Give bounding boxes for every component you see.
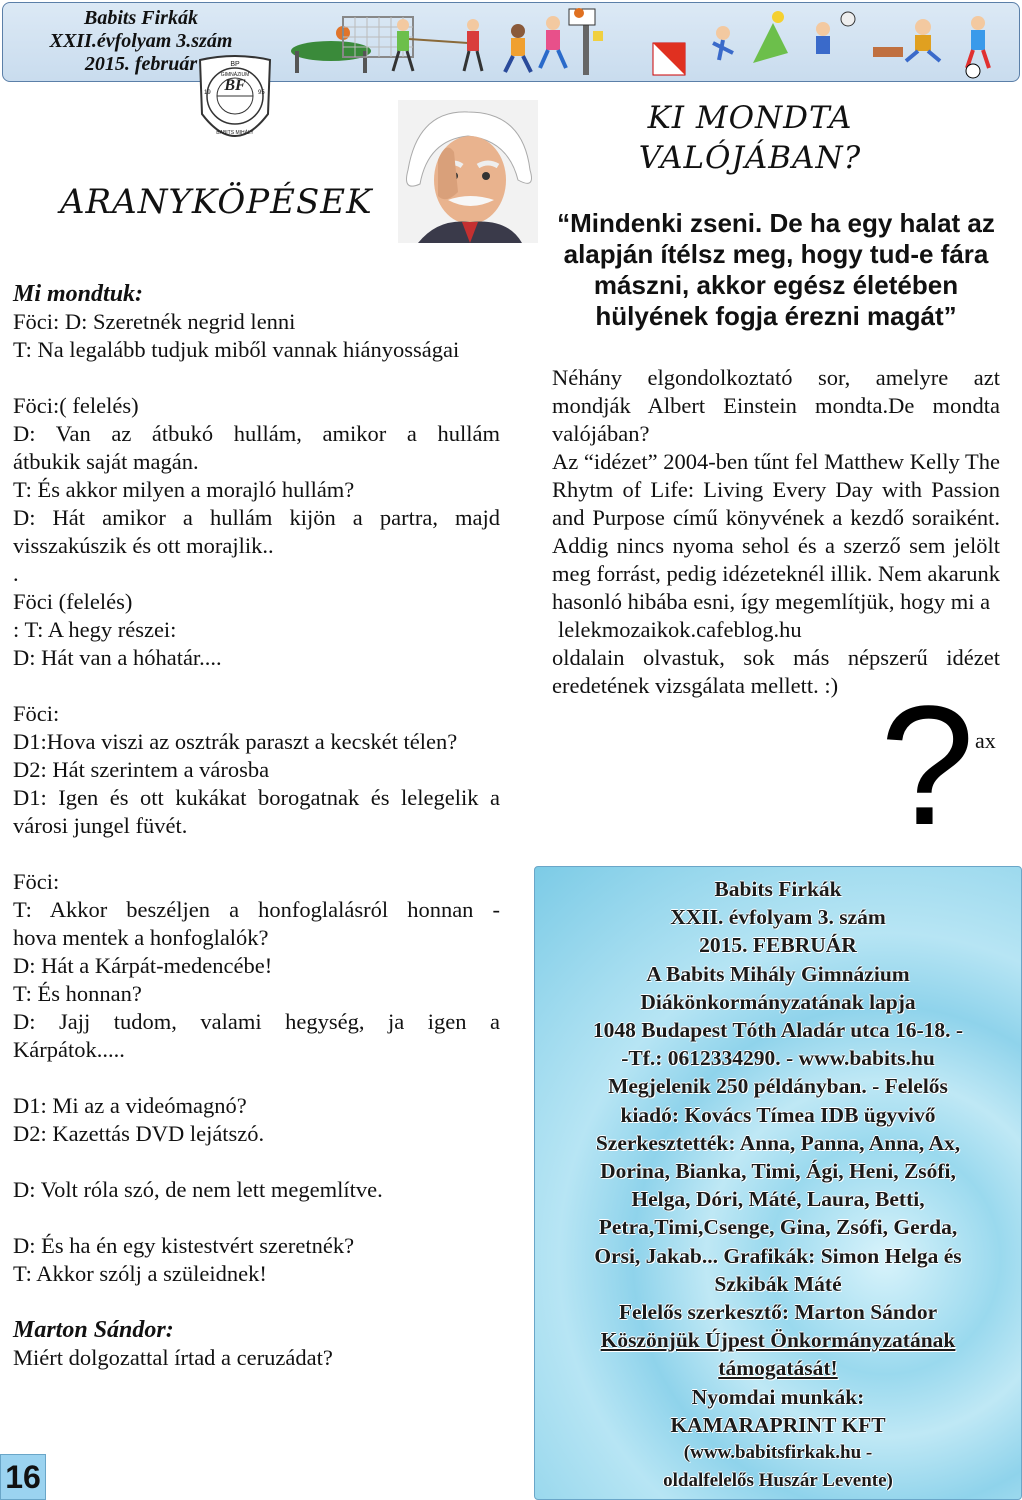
quote-line: D: Hát van a hóhatár.... xyxy=(13,645,222,670)
blank-line xyxy=(13,1148,500,1176)
source-url: lelekmozaikok.cafeblog.hu xyxy=(558,617,802,642)
quote-line: D: És ha én egy kistestvért szeretnék? xyxy=(13,1233,355,1258)
quote-line: . xyxy=(13,561,19,586)
colophon-line: Felelős szerkesztő: Marton Sándor xyxy=(618,1300,938,1325)
quote-line: T: Akkor beszéljen a honfoglalásról honnan - xyxy=(13,897,500,922)
title-line: KI MONDTA xyxy=(647,100,853,136)
page-number: 16 xyxy=(0,1454,46,1500)
title-line: VALÓJÁBAN? xyxy=(638,140,862,176)
quote-line: D: Hát a Kárpát-medencébe! xyxy=(13,953,273,978)
masthead-line: Babits Firkák xyxy=(84,7,198,29)
logo-bottom-text: BABITS MIHÁLY xyxy=(216,130,254,136)
quote-line: D: Hát amikor a hullám kijön a partra, majd xyxy=(13,505,500,530)
colophon-line: Szkibák Máté xyxy=(714,1271,842,1296)
quote-line: D2: Hát szerintem a városba xyxy=(13,757,270,782)
colophon-line: Petra,Timi,Csenge, Gina, Zsófi, Gerda, xyxy=(598,1215,958,1240)
colophon-line: Helga, Dóri, Máté, Laura, Betti, xyxy=(631,1187,925,1212)
quote-line: D1:Hova viszi az osztrák paraszt a kecskét télen? xyxy=(13,729,458,754)
colophon-line: XXII. évfolyam 3. szám xyxy=(670,905,886,930)
quote-line: D: Van az átbukó hullám, amikor a hullám xyxy=(13,421,500,446)
quote-line: Föci (felelés) xyxy=(13,589,133,614)
section-heading: Mi mondtuk: xyxy=(13,281,144,307)
school-logo xyxy=(190,54,280,154)
logo-ring-text: GIMNÁZIUM xyxy=(220,72,250,78)
ki-mondta-title xyxy=(560,98,940,178)
masthead-line: 2015. február xyxy=(84,53,198,75)
quote-line: átbukik saját magán. xyxy=(13,449,199,474)
quote-line: hova mentek a honfoglalók? xyxy=(13,925,269,950)
colophon-line: Szerkesztették: Anna, Panna, Anna, Ax, xyxy=(595,1130,961,1155)
article-paragraph: Az “idézet” 2004-ben tűnt fel Matthew Kelly The Rhytm of Life: Living Every Day with Passion and Purpose című könyvének a kezdő soraiként. Addig nincs nyoma sehol és a szerző sem jelölt meg forrást, pedig idézeteknél illik. Nem akarunk hasonló hibába esni, így megemlítjük, hogy mi a xyxy=(552,449,1000,614)
colophon-line: Orsi, Jakab... Grafikák: Simon Helga és xyxy=(594,1243,962,1268)
colophon-line: 2015. FEBRUÁR xyxy=(699,933,857,958)
quote-line: Föci: xyxy=(13,701,60,726)
logo-letter-b: BF xyxy=(224,77,246,94)
header-banner xyxy=(2,2,1020,82)
quote-line: D1: Igen és ott kukákat borogatnak és lelegelik a xyxy=(13,785,500,810)
colophon-line: A Babits Mihály Gimnázium xyxy=(646,961,910,986)
colophon-line: Megjelenik 250 példányban. - Felelős xyxy=(608,1074,948,1099)
quote-line: : T: A hegy részei: xyxy=(13,617,177,642)
question-mark-graphic: ? xyxy=(880,671,975,861)
article-paragraph: oldalain olvastuk, sok más népszerű idézet eredetének vizsgálata mellett. :) xyxy=(552,645,1000,698)
colophon-line: kiadó: Kovács Tímea IDB ügyvivő xyxy=(620,1102,936,1127)
colophon-line: Köszönjük Újpest Önkormányzatának xyxy=(600,1328,956,1353)
blank-line xyxy=(13,364,500,392)
logo-year-right: 95 xyxy=(258,90,265,96)
quote-line: T: Na legalább tudjuk miből vannak hiányosságai xyxy=(13,337,460,362)
colophon-line: Nyomdai munkák: xyxy=(691,1384,865,1409)
masthead-line: XXII.évfolyam 3.szám xyxy=(49,30,233,52)
quote-line: D2: Kazettás DVD lejátszó. xyxy=(13,1121,265,1146)
colophon-line: -Tf.: 0612334290. - www.babits.hu xyxy=(621,1046,935,1071)
article-paragraph: Néhány elgondolkoztató sor, amelyre azt mondják Albert Einstein mondta.De mondta valójában? xyxy=(552,365,1000,446)
blank-line xyxy=(13,1204,500,1232)
colophon-text xyxy=(535,875,1021,1495)
quote-line: Föci: D: Szeretnék negrid lenni xyxy=(13,309,296,334)
quote-line: T: És honnan? xyxy=(13,981,142,1006)
colophon-line: 1048 Budapest Tóth Aladár utca 16-18. - xyxy=(592,1018,964,1043)
quote-line: Miért dolgozattal írtad a ceruzádat? xyxy=(13,1345,333,1370)
quote-line: városi jungel füvét. xyxy=(13,813,188,838)
quotes-column xyxy=(13,280,500,1372)
colophon-line: Dorina, Bianka, Timi, Ági, Heni, Zsófi, xyxy=(600,1159,956,1184)
logo-year-left: 19 xyxy=(204,90,211,96)
quote-line: T: Akkor szólj a szüleidnek! xyxy=(13,1261,267,1286)
einstein-portrait xyxy=(398,100,538,243)
einstein-quote: “Mindenki zseni. De ha egy halat az alapján ítélsz meg, hogy tud-e fára mászni, akkor egész életében hülyének fogja érezni magát” xyxy=(557,208,995,331)
aranykopesek-title: ARANYKÖPÉSEK xyxy=(60,182,373,222)
quote-line: visszakúszik és ott morajlik.. xyxy=(13,533,274,558)
quote-line: D: Jajj tudom, valami hegység, ja igen a xyxy=(13,1009,500,1034)
quote-line: Kárpátok..... xyxy=(13,1037,125,1062)
quote-line: D1: Mi az a videómagnó? xyxy=(13,1093,247,1118)
colophon-line: (www.babitsfirkak.hu - xyxy=(683,1442,873,1464)
colophon-box xyxy=(534,866,1022,1500)
quote-line: Föci: xyxy=(13,869,60,894)
quote-line: D: Volt róla szó, de nem lett megemlítve. xyxy=(13,1177,383,1202)
sports-illustration-strip xyxy=(283,3,1013,81)
colophon-line: Babits Firkák xyxy=(714,877,842,901)
section-heading: Marton Sándor: xyxy=(13,1317,174,1343)
blank-line xyxy=(13,672,500,700)
article-body xyxy=(552,364,1000,700)
colophon-line: oldalfelelős Huszár Levente) xyxy=(663,1470,893,1492)
blank-line xyxy=(13,1288,500,1316)
logo-top-text: BP xyxy=(230,61,240,68)
colophon-line: KAMARAPRINT KFT xyxy=(670,1412,886,1437)
quote-line: Föci:( felelés) xyxy=(13,393,139,418)
blank-line xyxy=(13,1064,500,1092)
quote-line: T: És akkor milyen a morajló hullám? xyxy=(13,477,355,502)
colophon-line: Diákönkormányzatának lapja xyxy=(640,989,916,1014)
colophon-line: támogatását! xyxy=(718,1356,838,1381)
blank-line xyxy=(13,840,500,868)
author-signature: ax xyxy=(975,728,996,753)
